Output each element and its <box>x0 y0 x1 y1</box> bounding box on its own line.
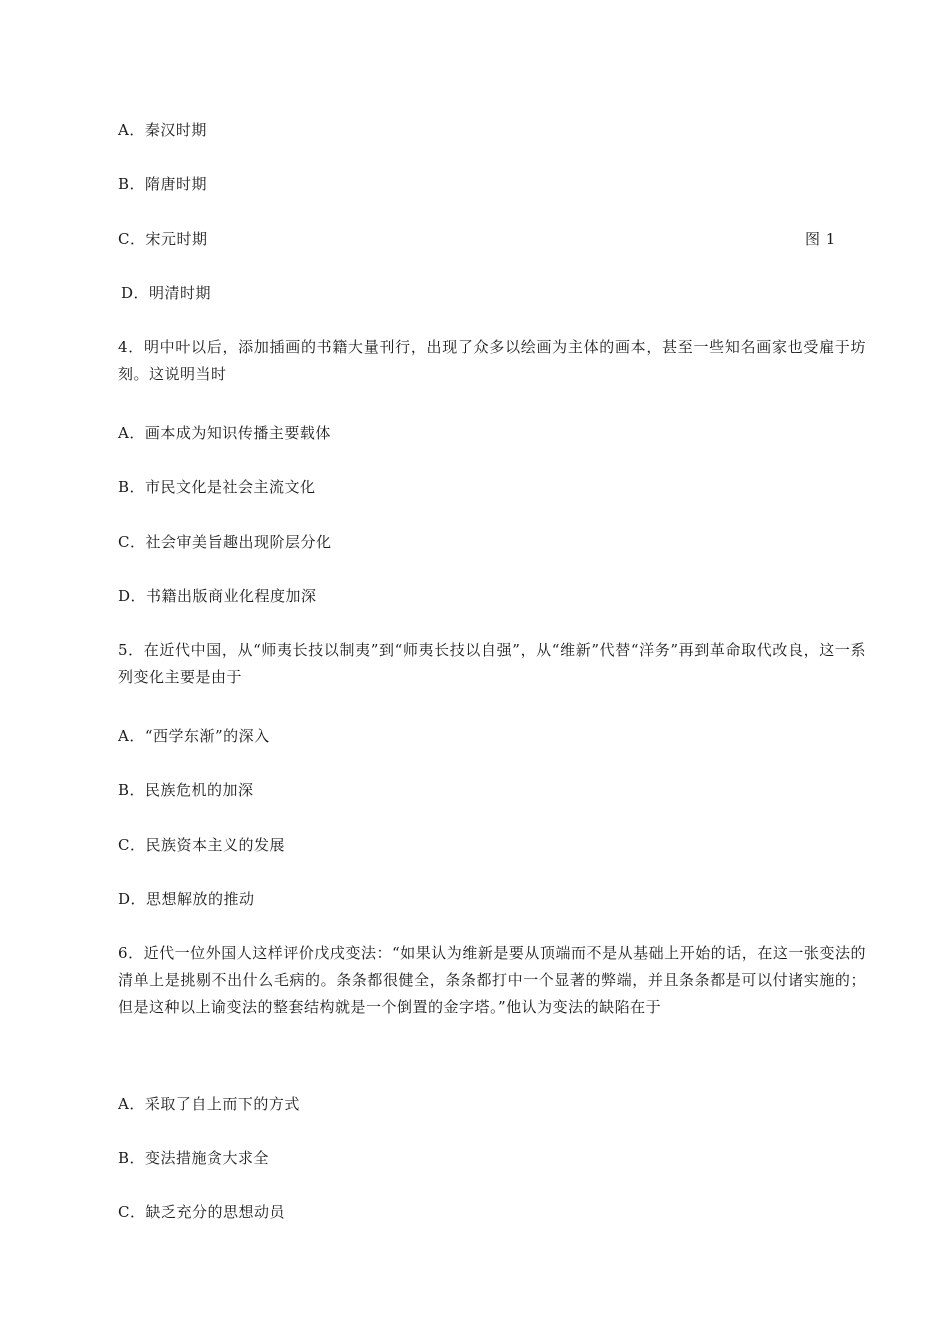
q4-stem: 4．明中叶以后，添加插画的书籍大量刊行，出现了众多以绘画为主体的画本，甚至一些知名画家也受雇于坊刻。这说明当时 <box>118 338 866 383</box>
q3-option-c: C．宋元时期 <box>118 230 208 248</box>
q5-option-a: A．“西学东渐”的深入 <box>118 727 270 745</box>
q6-option-c: C．缺乏充分的思想动员 <box>118 1203 285 1221</box>
q3-option-a: A．秦汉时期 <box>118 121 207 139</box>
q5-option-b: B．民族危机的加深 <box>118 781 254 799</box>
q5-option-d: D．思想解放的推动 <box>118 890 255 908</box>
q6-option-a: A．采取了自上而下的方式 <box>118 1095 300 1113</box>
q3-option-d: D．明清时期 <box>121 284 212 302</box>
q4-option-a: A．画本成为知识传播主要载体 <box>118 424 331 442</box>
q4-option-b: B．市民文化是社会主流文化 <box>118 478 316 496</box>
q4-option-c: C．社会审美旨趣出现阶层分化 <box>118 533 332 551</box>
q6-stem: 6．近代一位外国人这样评价戊戌变法：“如果认为维新是要从顶端而不是从基础上开始的话，在这一张变法的清单上是挑剔不出什么毛病的。条条都很健全，条条都打中一个显著的弊端，并且条条都是可以付诸实施的；但是这种以上谕变法的整套结构就是一个倒置的金字塔。”他认为变法的缺陷在于 <box>118 944 866 1016</box>
q4-option-d: D．书籍出版商业化程度加深 <box>118 587 317 605</box>
q5-option-c: C．民族资本主义的发展 <box>118 836 285 854</box>
q6-option-b: B．变法措施贪大求全 <box>118 1149 270 1167</box>
figure-label: 图 1 <box>805 230 836 248</box>
q5-stem: 5．在近代中国，从“师夷长技以制夷”到“师夷长技以自强”，从“维新”代替“洋务”再到革命取代改良，这一系列变化主要是由于 <box>118 641 866 686</box>
q3-option-b: B．隋唐时期 <box>118 175 208 193</box>
